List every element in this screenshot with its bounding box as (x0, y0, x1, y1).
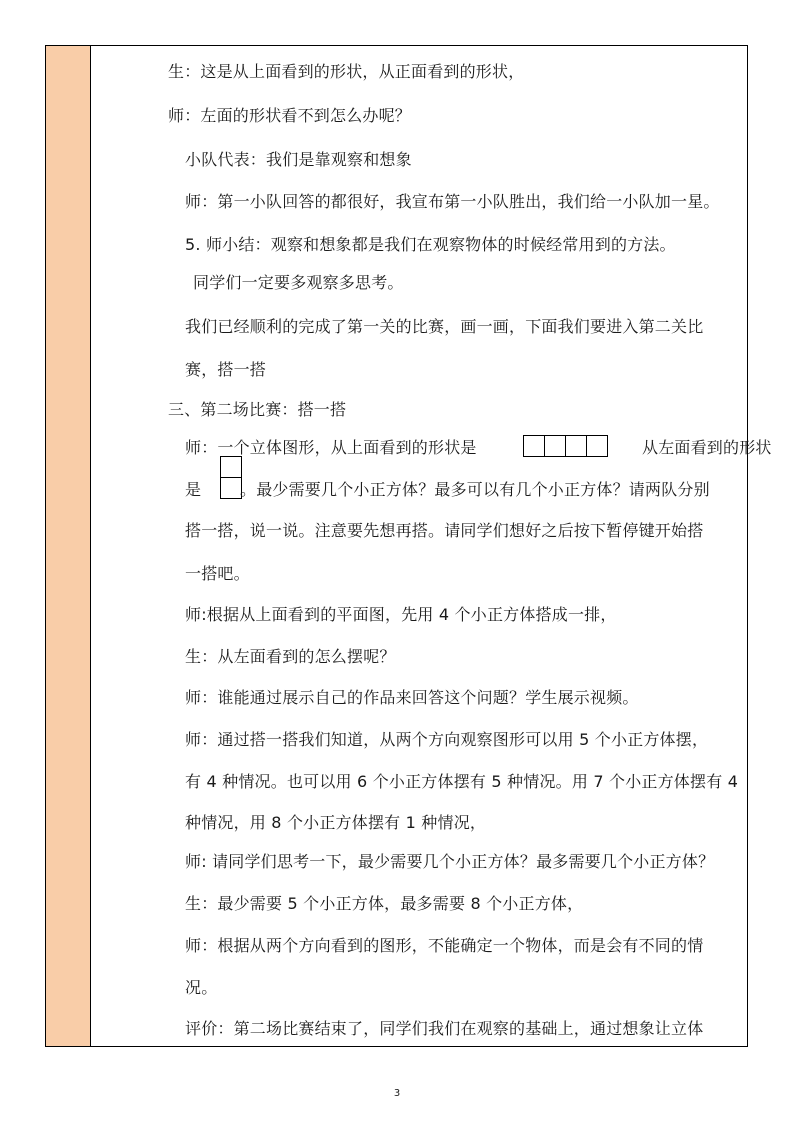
text-line: 有 4 种情况。也可以用 6 个小正方体摆有 5 种情况。用 7 个小正方体摆有 4 (185, 772, 739, 791)
text-line: 师：谁能通过展示自己的作品来回答这个问题？学生展示视频。 (185, 688, 639, 707)
section-heading: 三、第二场比赛：搭一搭 (168, 400, 347, 419)
text-line: 师：根据从两个方向看到的图形，不能确定一个物体，而是会有不同的情 (185, 936, 704, 955)
text-line: 小队代表：我们是靠观察和想象 (185, 150, 412, 169)
text-line: 况。 (185, 978, 218, 997)
text-line: 师：左面的形状看不到怎么办呢？ (168, 106, 412, 125)
text-line: 生：这是从上面看到的形状，从正面看到的形状， (168, 62, 525, 81)
text-line: 5. 师小结：观察和想象都是我们在观察物体的时候经常用到的方法。 (185, 235, 676, 254)
text-line: 搭一搭，说一说。注意要先想再搭。请同学们想好之后按下暂停键开始搭 (185, 521, 704, 540)
text-line: 是 (185, 480, 202, 499)
top-view-four-squares (524, 435, 608, 457)
text-line: 师：一个立体图形，从上面看到的形状是 (185, 438, 477, 457)
text-line: 赛，搭一搭 (185, 360, 267, 379)
text-line: 生：从左面看到的怎么摆呢？ (185, 647, 396, 666)
table-left-column (46, 46, 91, 1046)
text-line: 师:根据从上面看到的平面图，先用 4 个小正方体搭成一排， (185, 605, 617, 624)
text-line: 同学们一定要多观察多思考。 (193, 273, 404, 292)
text-line: 种情况，用 8 个小正方体摆有 1 种情况， (185, 813, 487, 832)
text-line: 师：第一小队回答的都很好，我宣布第一小队胜出，我们给一小队加一星。 (185, 192, 720, 211)
page-number: 3 (393, 1088, 401, 1099)
text-line: 。最少需要几个小正方体？最多可以有几个小正方体？请两队分别 (240, 480, 710, 499)
text-line: 评价：第二场比赛结束了，同学们我们在观察的基础上，通过想象让立体 (185, 1019, 704, 1038)
text-line: 师：通过搭一搭我们知道，从两个方向观察图形可以用 5 个小正方体摆， (185, 730, 709, 749)
text-line: 从左面看到的形状 (642, 438, 772, 457)
text-line: 师: 请同学们思考一下，最少需要几个小正方体？最多需要几个小正方体？ (185, 852, 715, 871)
table-content-cell (92, 46, 772, 1046)
text-line: 我们已经顺利的完成了第一关的比赛，画一画，下面我们要进入第二关比 (185, 317, 704, 336)
lesson-table (45, 45, 772, 1047)
text-line: 生：最少需要 5 个小正方体，最多需要 8 个小正方体， (185, 894, 584, 913)
left-view-two-squares (220, 457, 242, 499)
text-line: 一搭吧。 (185, 564, 250, 583)
